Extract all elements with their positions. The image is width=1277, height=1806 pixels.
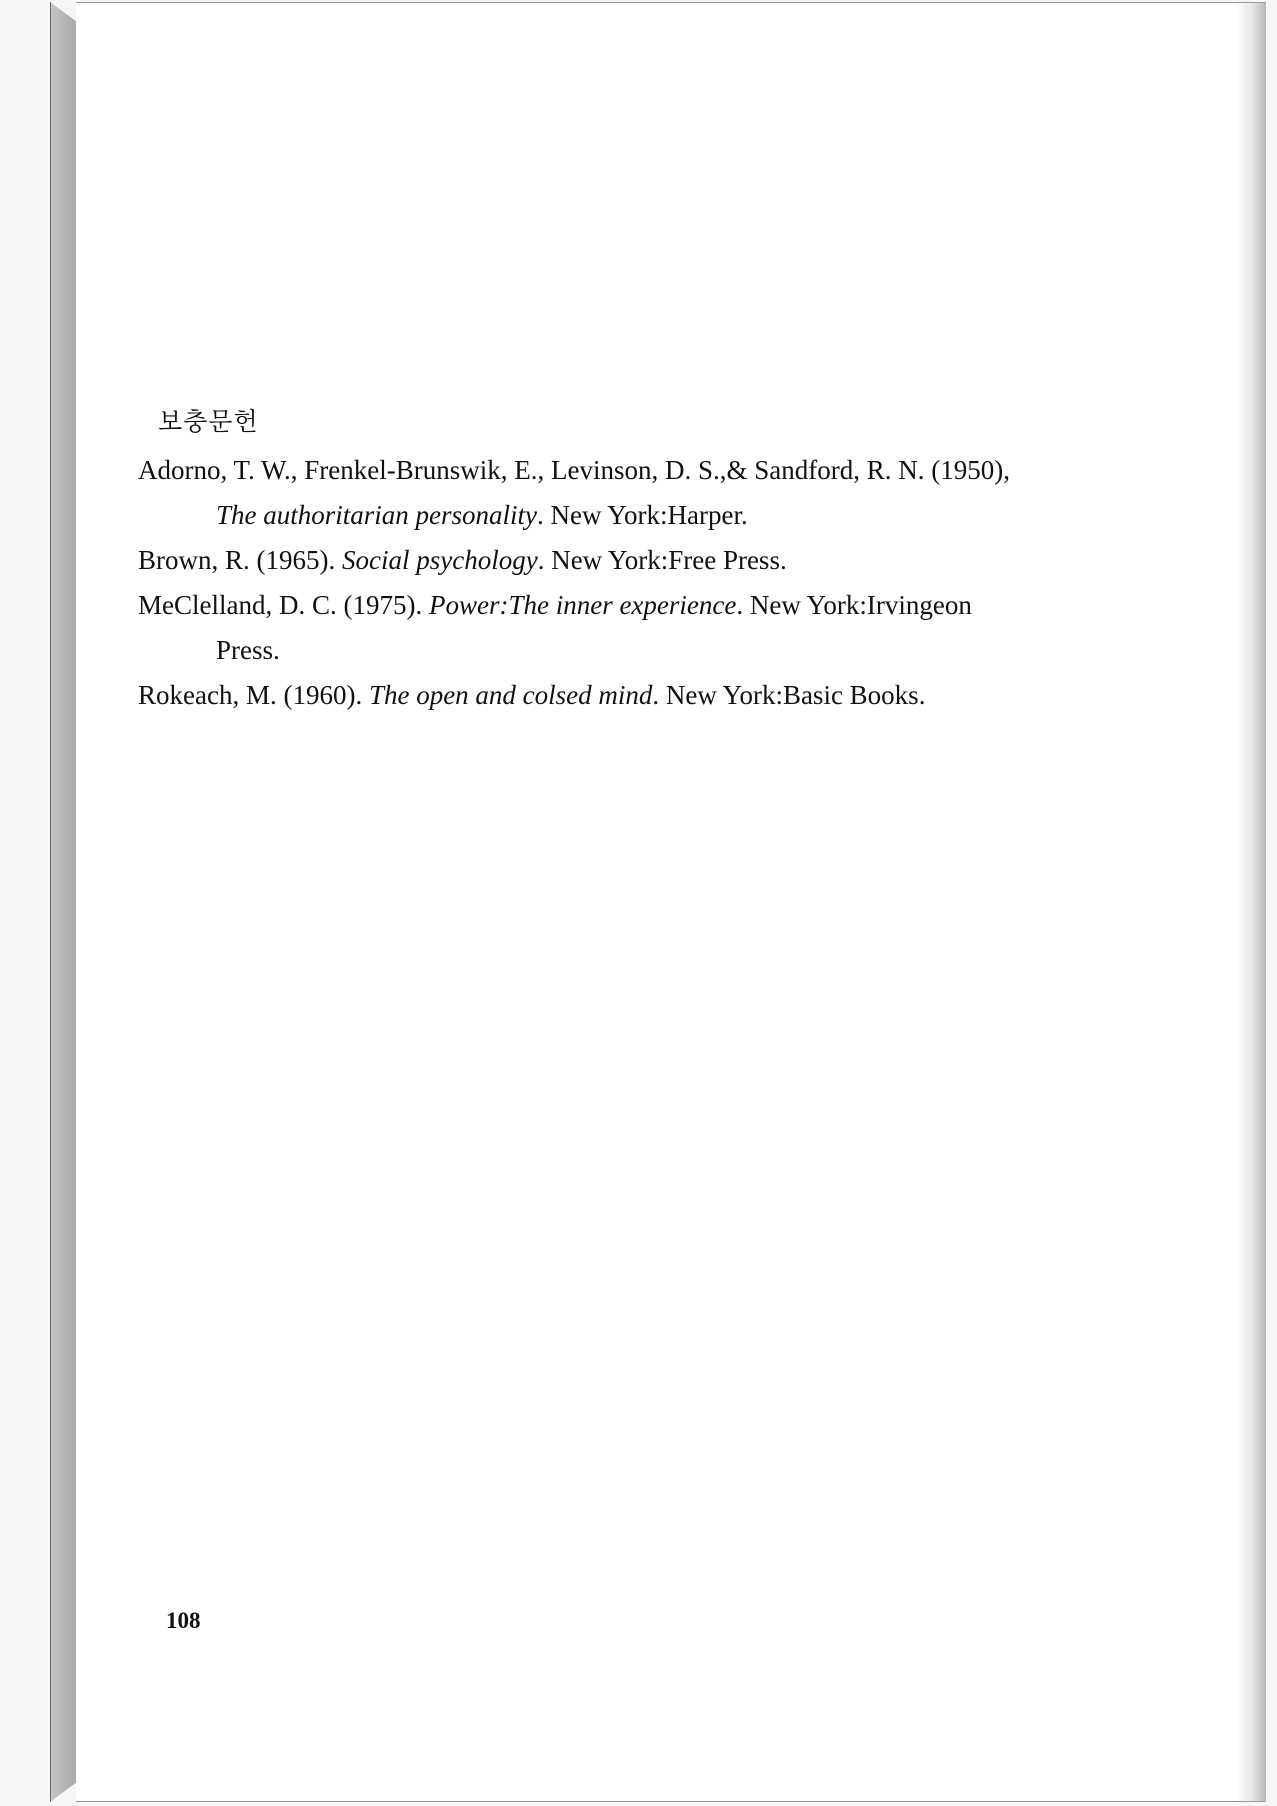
reference-authors: Brown, R. (1965). [138, 545, 342, 575]
reference-publisher: . New York:Free Press. [537, 545, 787, 575]
reference-authors: MeClelland, D. C. (1975). [138, 590, 429, 620]
reference-publisher: . New York:Basic Books. [652, 680, 926, 710]
spine-edge [50, 2, 51, 1802]
reference-publisher: . New York:Harper. [537, 500, 748, 530]
page-content [138, 402, 1038, 718]
reference-entry [138, 583, 1038, 673]
section-heading: 보충문헌 [158, 407, 259, 436]
page-edge-shadow [1236, 3, 1266, 1801]
reference-entry [138, 538, 1038, 583]
reference-title: The open and colsed mind [368, 680, 653, 710]
page-number: 108 [166, 1608, 201, 1633]
document-page [76, 2, 1266, 1802]
reference-entry [138, 673, 1038, 718]
reference-title: Power:The inner experience [428, 590, 737, 620]
reference-authors: Adorno, T. W., Frenkel-Brunswik, E., Levinson, D. S.,& Sandford, R. N. (1950), [138, 455, 1010, 485]
reference-title: Social psychology [342, 545, 538, 575]
reference-publisher: . New York:Irvingeon Press. [216, 590, 972, 665]
reference-title: The authoritarian personality [216, 500, 538, 530]
reference-entry [138, 448, 1038, 538]
book-spine [50, 2, 77, 1802]
reference-authors: Rokeach, M. (1960). [138, 680, 369, 710]
